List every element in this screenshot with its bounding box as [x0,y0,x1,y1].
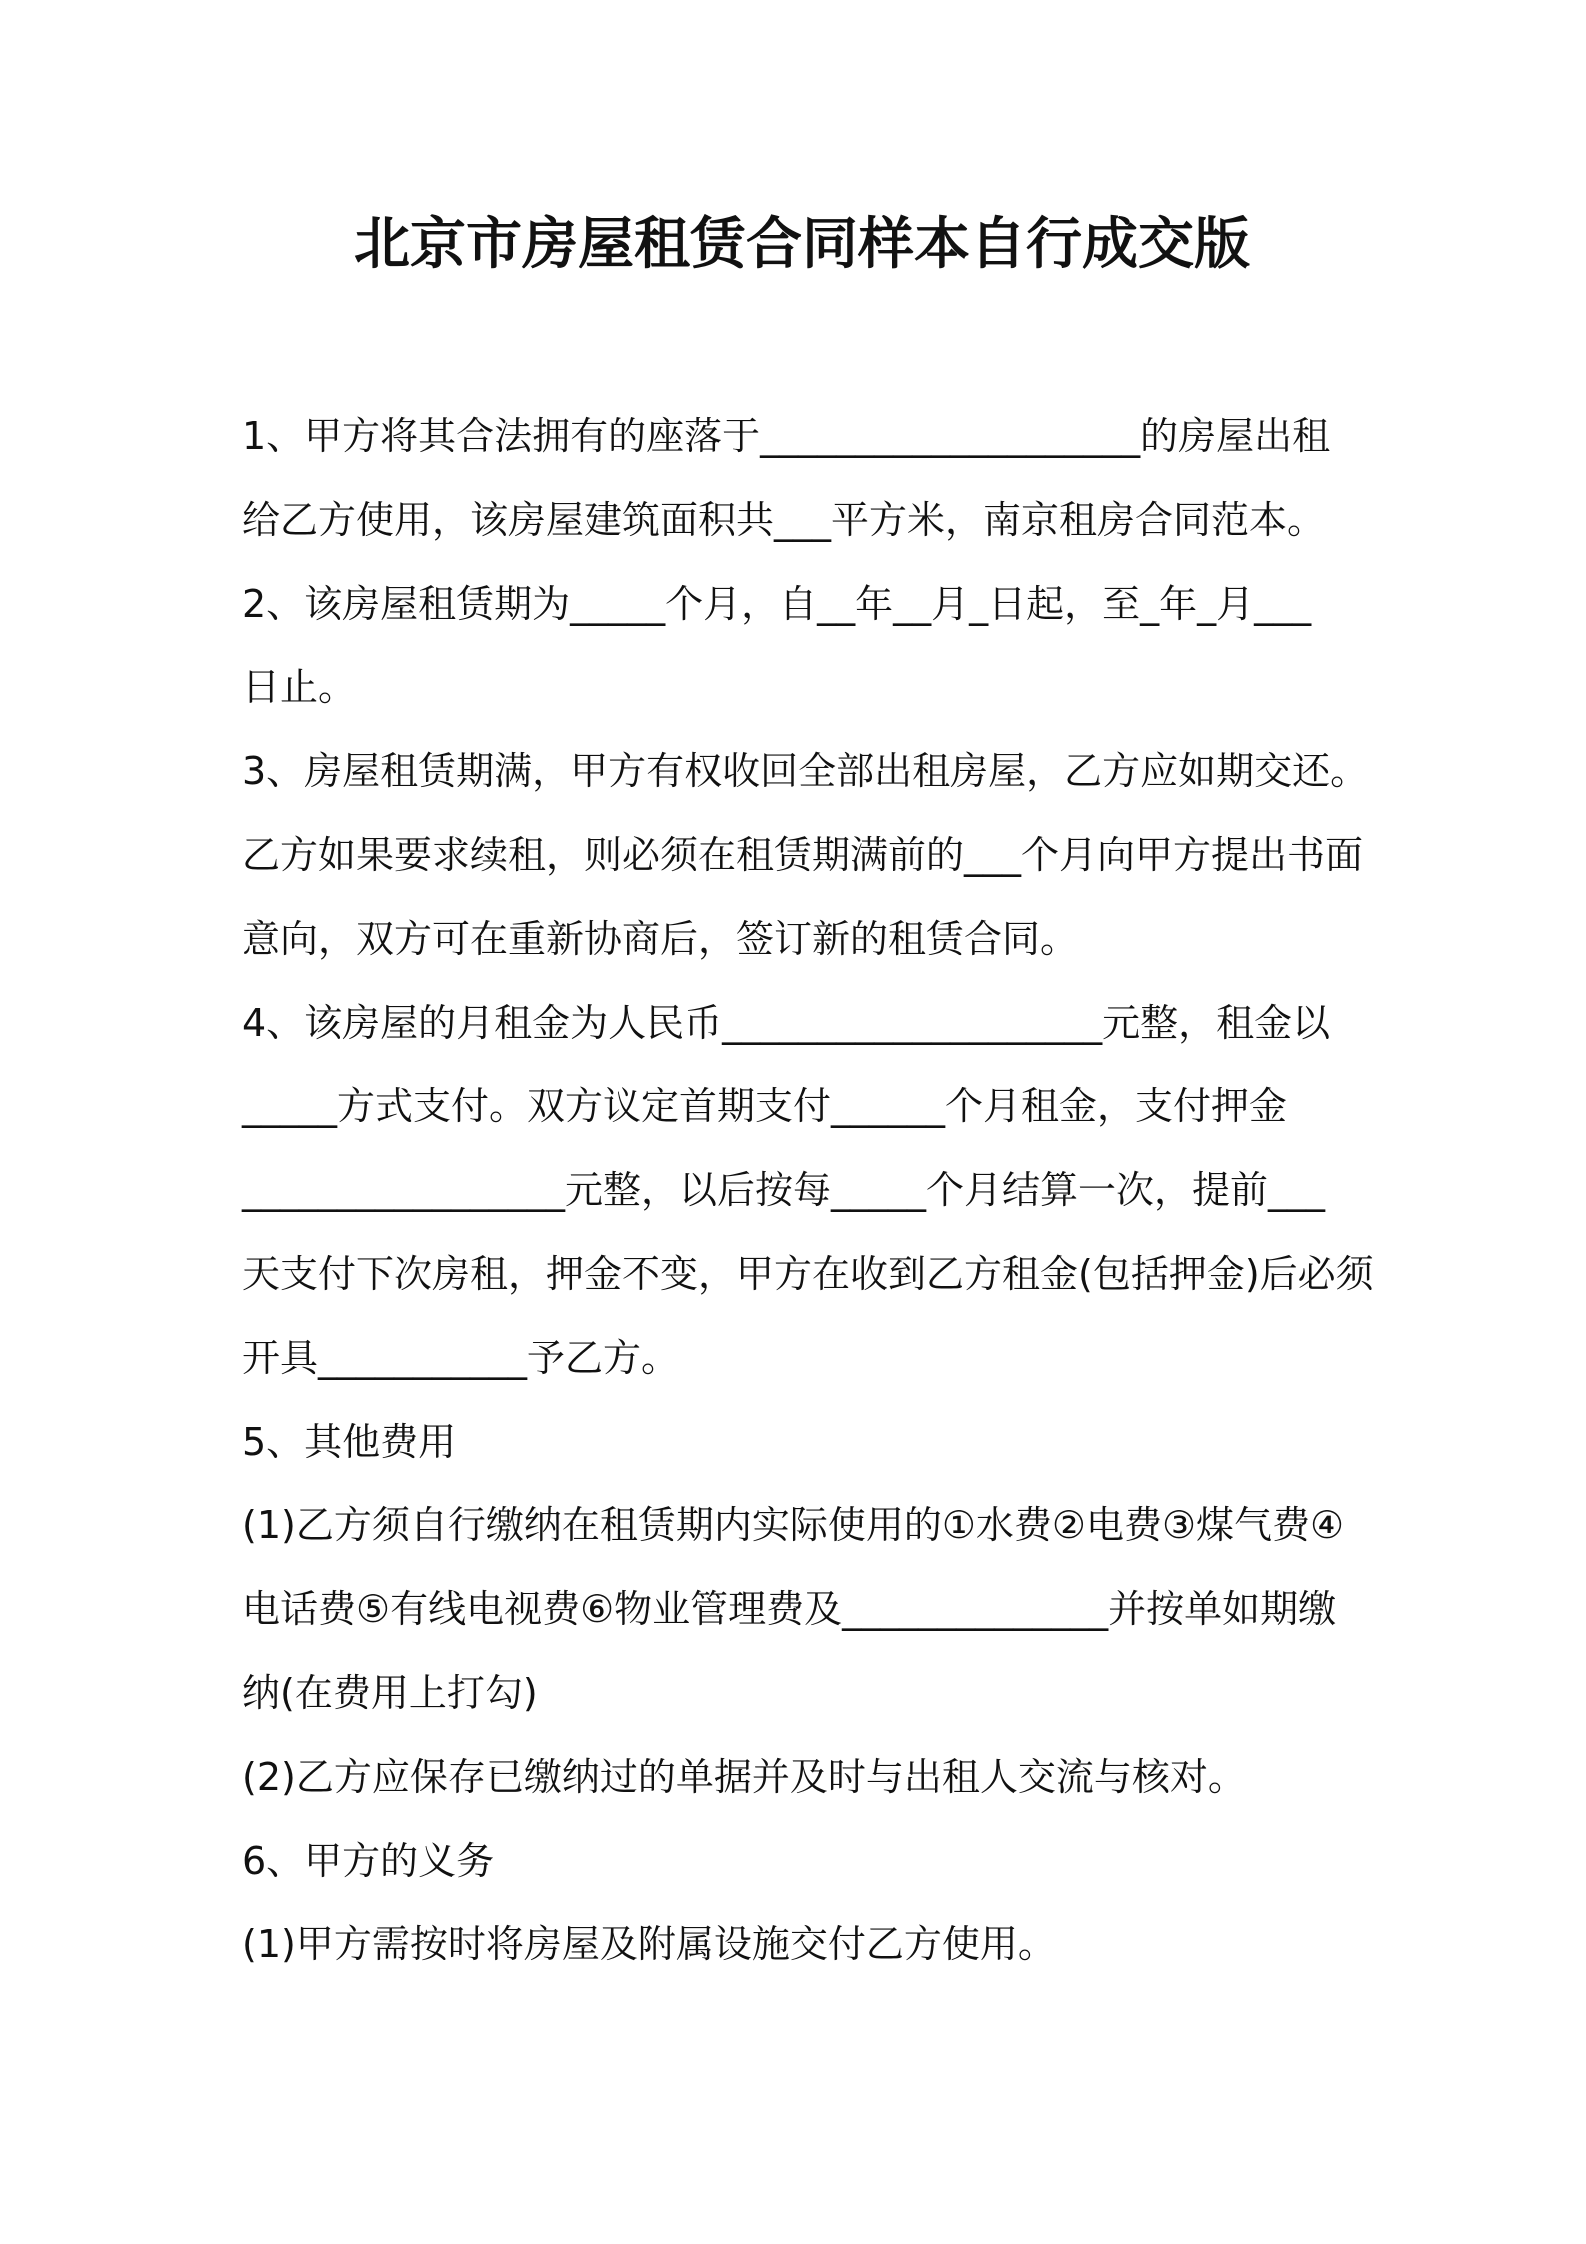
section-heading: 5、其他费用 [242,1419,457,1464]
text-line: 日止。 [242,665,357,710]
text-line: 2、该房屋租赁期为_____个月，自__年__月_日起，至_年_月___ [242,581,1312,626]
text-line: 电话费⑤有线电视费⑥物业管理费及______________并按单如期缴 [242,1587,1337,1632]
text-line: 天支付下次房租，押金不变，甲方在收到乙方租金(包括押金)后必须 [242,1251,1374,1296]
text-line: _________________元整，以后按每_____个月结算一次，提前___ [242,1168,1326,1213]
text-line: 4、该房屋的月租金为人民币____________________元整，租金以 [242,1000,1331,1045]
text-line: 给乙方使用，该房屋建筑面积共___平方米，南京租房合同范本。 [242,497,1326,542]
document-title: 北京市房屋租赁合同样本自行成交版 [354,212,1250,277]
text-line: (1)乙方须自行缴纳在租赁期内实际使用的①水费②电费③煤气费④ [242,1503,1345,1548]
text-line: 意向，双方可在重新协商后，签订新的租赁合同。 [242,916,1079,961]
text-line: (2)乙方应保存已缴纳过的单据并及时与出租人交流与核对。 [242,1754,1246,1799]
section-heading: 6、甲方的义务 [242,1838,495,1883]
text-line: 1、甲方将其合法拥有的座落于____________________的房屋出租 [242,414,1331,458]
text-line: 纳(在费用上打勾) [242,1670,538,1715]
document-body [242,395,1542,1987]
text-line: _____方式支付。双方议定首期支付______个月租金，支付押金 [242,1084,1288,1129]
text-line: 开具___________予乙方。 [242,1335,680,1380]
text-line: 3、房屋租赁期满，甲方有权收回全部出租房屋，乙方应如期交还。 [242,749,1369,794]
text-line: 乙方如果要求续租，则必须在租赁期满前的___个月向甲方提出书面 [242,832,1364,877]
text-line: (1)甲方需按时将房屋及附属设施交付乙方使用。 [242,1922,1056,1967]
